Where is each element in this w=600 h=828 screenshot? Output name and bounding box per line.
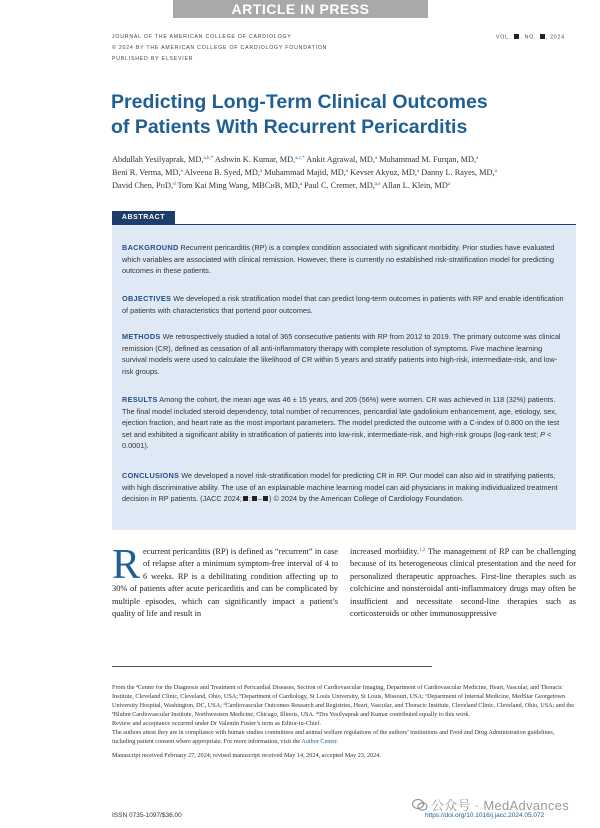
drop-cap: R [112, 542, 141, 588]
manuscript-dates: Manuscript received February 27, 2024; revised manuscript received May 14, 2024, accepted May 23, 2024. [112, 752, 381, 759]
article-title: Predicting Long-Term Clinical Outcomes of Patients With Recurrent Pericarditis [111, 91, 488, 138]
author-center-link[interactable]: Author Center [301, 738, 337, 745]
journal-copyright: © 2024 BY THE AMERICAN COLLEGE OF CARDIOLOGY FOUNDATION [112, 45, 328, 51]
journal-publisher: PUBLISHED BY ELSEVIER [112, 56, 194, 62]
issn: ISSN 0735-1097/$36.00 [112, 812, 182, 819]
abstract-objectives: OBJECTIVES We developed a risk stratification model that can predict long-term outcomes in patients with RP and enable identification of patients with characteristics that portend poor outcomes. [122, 294, 564, 315]
compliance-note: The authors attest they are in compliance with human studies committees and animal welfare regulations of the authors’ institutions and Food and Drug Administration guidelines, including patient consent where appropriate. For more information, visit the Author Center. [112, 729, 555, 745]
doi-link[interactable]: https://doi.org/10.1016/j.jacc.2024.05.072 [425, 812, 545, 819]
body-column-right: increased morbidity.$^{1,2}$ The management of RP can be challenging because of its heterogeneous clinical presentation and the need for personalized therapeutic approaches. First-line therapies such as colchicine and nonsteroidal anti-inflammatory drugs may often be insufficient and necessitate second-line therapies such as corticosteroids or other immunosuppressive [350, 547, 576, 619]
footnotes [112, 683, 576, 760]
abstract-conclusions: CONCLUSIONS We developed a novel risk-stratification model for predicting CR in RP. Our model can also aid in stratifying patients, with high discriminative ability. The use of an explainable machine learning model can aid physicians in making individualized treatment decision in RP patients. (JACC 2024; : – ) © 2024 by the American College of Cardiology Foundation. [122, 471, 558, 504]
author-list: Abdullah Yesilyaprak, MD,$^{a,b,*}$ Ashwin K. Kumar, MD,$^{a,c,*}$ Ankit Agrawal, MD,$^a$ Muhammad M. Furqan, MD,$^a$ Beni R. Verma, MD,$^a$ Alveena B. Syed, MD,$^a$ Muhammad Majid, MD,$^a$ Kevser Akyuz, MD,$^a$ Danny L. Rayes, MD,$^a$ David Chen, PhD,$^d$ Tom Kai Ming Wang, MBChB, MD,$^a$ Paul C. Cremer, MD,$^{a,e}$ Allan L. Klein, $MD^a$ [112, 155, 497, 191]
footnote-divider [112, 666, 432, 667]
abstract-background: BACKGROUND Recurrent pericarditis (RP) is a complex condition associated with significant morbidity. Prior studies have evaluated which variables are associated with clinical remission. However, there is currently no established risk-stratification model for predicting outcomes in these patients. [122, 243, 555, 276]
journal-name: JOURNAL OF THE AMERICAN COLLEGE OF CARDIOLOGY [112, 34, 292, 40]
review-note: Review and acceptance occurred under Dr Valentin Fuster’s term as Editor-in-Chief. [112, 720, 322, 727]
article-in-press-banner: ARTICLE IN PRESS [173, 0, 428, 18]
abstract-methods: METHODS We retrospectively studied a total of 365 consecutive patients with RP from 2012 to 2019. The primary outcome was clinical remission (CR), defined as cessation of all anti-inflammatory therapy with complete resolution of symptoms. Five machine learning survival models were used to calculate the likelihood of CR within 5 years and stratify patients into high-risk, intermediate-risk, and low-risk groups. [122, 332, 561, 376]
wechat-icon [412, 798, 428, 812]
abstract-results: RESULTS Among the cohort, the mean age was 46 ± 15 years, and 205 (56%) were women. CR was achieved in 118 (32%) patients. The final model included steroid dependency, total number of recurrences, pericardial late gadolinium enhancement, age, etiology, sex, ejection fraction, and heart rate as the most important parameters. The model predicted the outcome with a C-index of 0.800 on the test set and exhibited a significant ability in stratification of patients into low-risk, intermediate-risk, and high-risk groups (log-rank test; P < 0.0001). [122, 395, 560, 451]
affiliations: From the $^a$Center for the Diagnosis and Treatment of Pericardial Diseases, Section of Cardiovascular Imaging, Department of Cardiovascular Medicine, Heart, Vascular, and Thoracic Institute, Cleveland Clinic, Cleveland, Ohio, USA; $^b$Department of Cardiology, St Louis University, St Louis, Missouri, USA; $^c$Department of Internal Medicine, MedStar Georgetown University Hospital, Washington, DC, USA; $^d$Cardiovascular Outcomes Research and Registries, Heart, Vascular, and Thoracic Institute, Cleveland Clinic, Cleveland, Ohio, USA; and the $^e$Bluhm Cardiovascular Institute, Northwestern Medicine, Chicago, Illinois, USA. *Drs Yesilyaprak and Kumar contributed equally to this work. [112, 683, 574, 718]
wechat-watermark: 公众号 · MedAdvances [412, 795, 569, 814]
body-column-left: Recurrent pericarditis (RP) is defined as “recurrent” in case of relapse after a minimum symptom-free interval of 4 to 6 weeks. RP is a debilitating condition affecting up to 30% of patients after acute pericarditis and can be complicated by multiple episodes, which can significantly impact a patient’s quality of life and result in [112, 542, 338, 619]
abstract-label: ABSTRACT [112, 211, 175, 224]
citation-ref[interactable]: 1,2 [419, 548, 426, 553]
volume-info: VOL. . NO. , 2024 [496, 34, 565, 41]
